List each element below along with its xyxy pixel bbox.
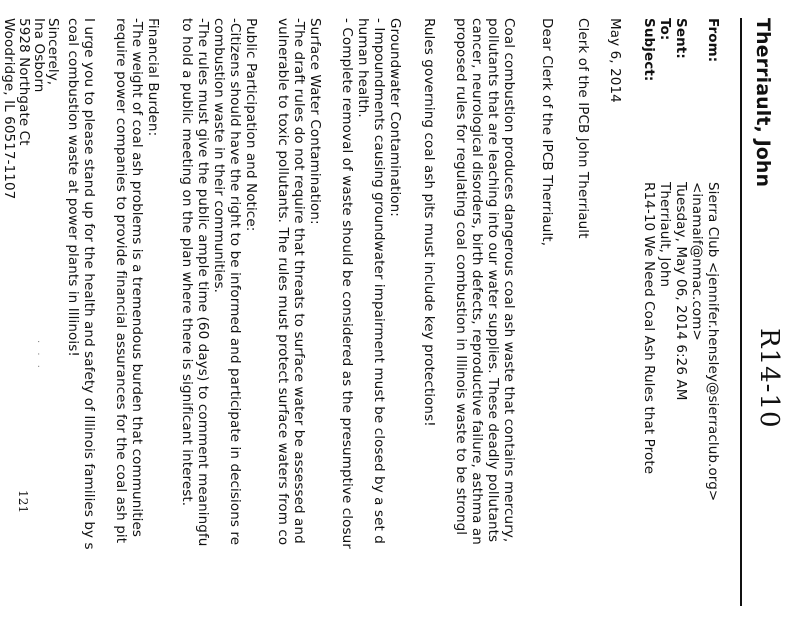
signature-line: 5928 Northgate Ct (16, 18, 32, 146)
sent-label: Sent: (673, 18, 689, 59)
text-line: coal combustion waste at power plants in Illinois! (65, 18, 81, 357)
closing: Sincerely, (45, 18, 61, 86)
subject-label: Subject: (641, 18, 657, 82)
section-heading: Groundwater Contamination: (387, 18, 403, 217)
text-line: combustion waste in their communities. (211, 18, 227, 294)
section-heading: Surface Water Contamination: (307, 18, 323, 225)
signature-line: Woodridge, IL 60517-1107 (1, 18, 17, 200)
text-line: vulnerable to toxic pollutants. The rules must protect surface waters from co (275, 18, 291, 546)
text-line: - Impoundments causing groundwater impairment must be closed by a set d (371, 18, 387, 544)
scan-artifact: . . . (35, 340, 46, 371)
document-number: R14-10 (754, 328, 784, 429)
text-line: require power companies to provide financial assurances for the coal ash pit (113, 18, 129, 544)
text-line: -The rules must give the public ample time (60 days) to comment meaningfu (195, 18, 211, 547)
sender-name: Therriault, John (752, 18, 774, 188)
from-label: From: (705, 18, 721, 63)
recipient-line: Clerk of the IPCB John Therriault (575, 18, 591, 239)
text-line: -The draft rules do not require that threats to surface water be assessed and (291, 18, 307, 544)
signature-line: Ina Osborn (31, 18, 47, 93)
text-line: proposed rules for regulating coal combustion in Illinois waste to be strongl (453, 18, 469, 536)
rules-heading: Rules governing coal ash pits must include key protections! (421, 18, 437, 427)
text-line: to hold a public meeting on the plan where there is significant interest. (179, 18, 195, 507)
to-value: Therriault, John (657, 182, 673, 288)
section-heading: Financial Burden: (145, 18, 161, 137)
text-line: -The weight of coal ash problems is a tremendous burden that communities (129, 18, 145, 537)
text-line: - Complete removal of waste should be considered as the presumptive closur (339, 18, 355, 549)
text-line: pollutants that are leaching into our water supplies. These deadly pollutants (485, 18, 501, 543)
from-value: Sierra Club <jennifer.hensley@sierraclub.org> (705, 182, 721, 502)
text-line: Coal combustion produces dangerous coal ash waste that contains mercury, (501, 18, 517, 543)
text-line: I urge you to please stand up for the health and safety of Illinois families by s (81, 18, 97, 550)
sent-value: Tuesday, May 06, 2014 6:26 AM (673, 182, 689, 401)
subject-value: R14-10 We Need Coal Ash Rules that Prote (641, 182, 657, 475)
section-heading: Public Participation and Notice: (243, 18, 259, 232)
from-value-line2: <inamaif@nmac.com> (689, 182, 705, 341)
letter-date: May 6, 2014 (607, 18, 623, 103)
salutation: Dear Clerk of the IPCB Therriault, (539, 18, 555, 247)
text-line: -Citizens should have the right to be informed and participate in decisions re (227, 18, 243, 546)
text-line: cancer, neurological disorders, birth defects, reproductive failure, asthma an (469, 18, 485, 545)
text-line: human health. (355, 18, 371, 118)
page-number: 121 (16, 490, 30, 514)
to-label: To: (657, 18, 673, 41)
header-rule (740, 18, 742, 606)
